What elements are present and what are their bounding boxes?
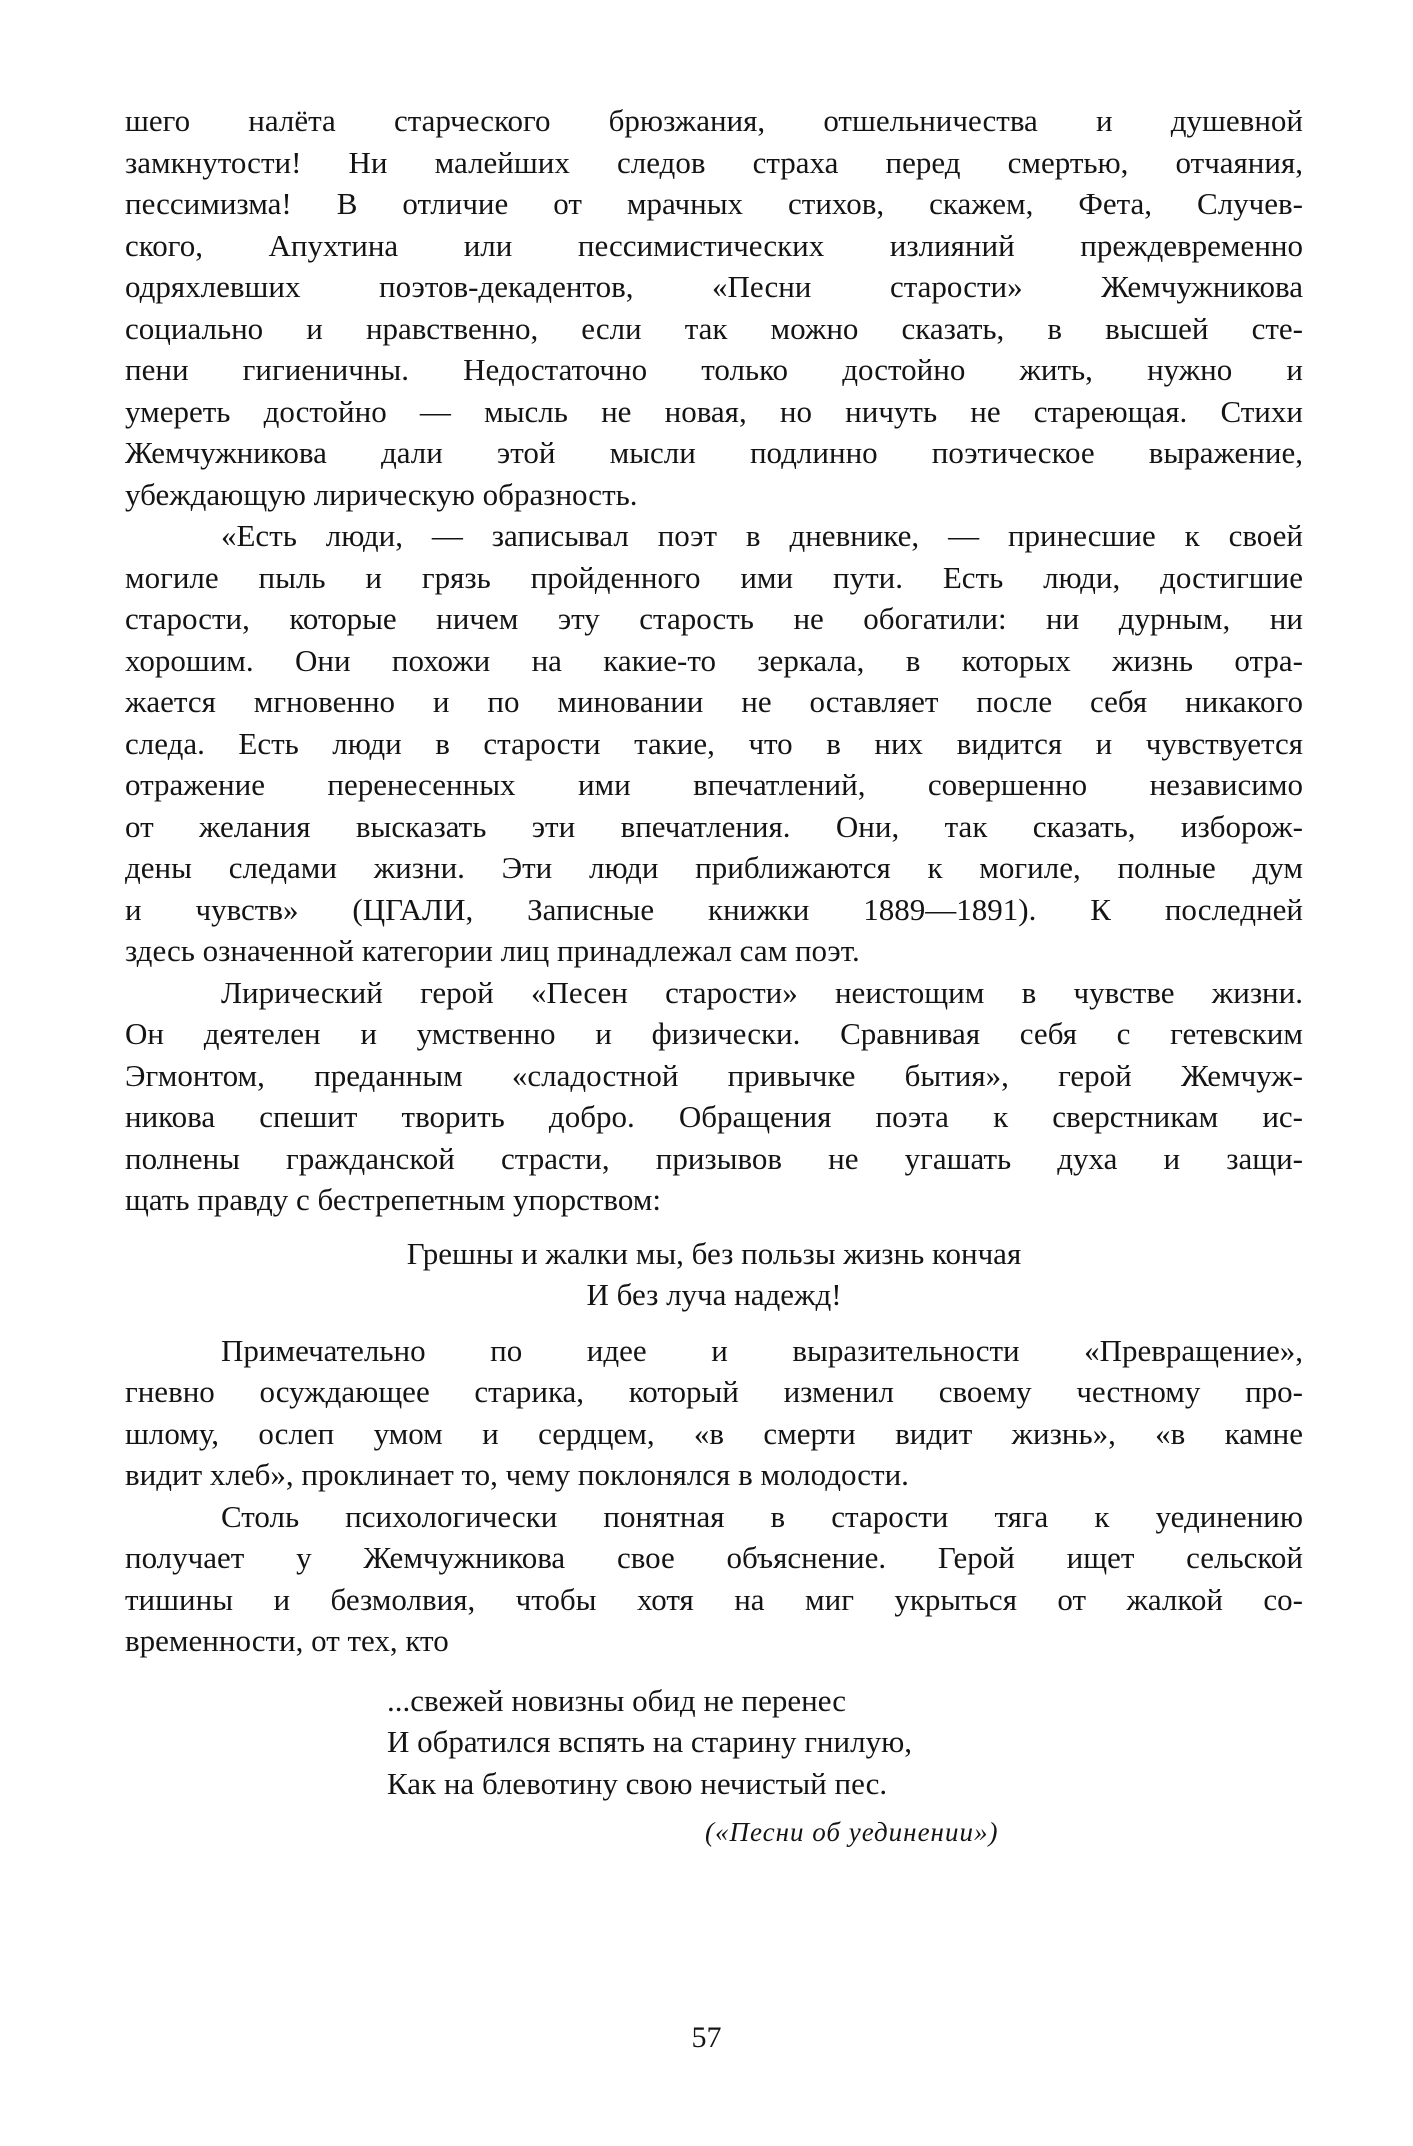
- page-body: [125, 100, 1303, 1854]
- text-line: могиле пыль и грязь пройденного ими пути. Есть люди, достигшие: [125, 559, 1303, 595]
- text-line: Примечательно по идее и выразительности «Превращение»,: [221, 1332, 1303, 1368]
- text-line: убеждающую лирическую образность.: [125, 476, 638, 512]
- text-line: пессимизма! В отличие от мрачных стихов, скажем, Фета, Случев-: [125, 186, 1303, 221]
- text-line: здесь означенной категории лиц принадлежал сам поэт.: [125, 933, 860, 968]
- paragraph-2: [125, 515, 1303, 972]
- verse-line: ...свежей новизны обид не перенес: [387, 1682, 847, 1718]
- verse-line: Грешны и жалки мы, без пользы жизнь кончая: [406, 1235, 1022, 1271]
- verse-source: («Песни об уединении»): [705, 1817, 999, 1847]
- text-line: пени гигиеничны. Недостаточно только достойно жить, нужно и: [125, 352, 1303, 387]
- text-line: полнены гражданской страсти, призывов не угашать духа и защи-: [125, 1140, 1303, 1176]
- text-line: Он деятелен и умственно и физически. Сравнивая себя с гетевским: [125, 1016, 1303, 1051]
- text-line: умереть достойно — мысль не новая, но ничуть не стареющая. Стихи: [125, 393, 1303, 429]
- text-line: видит хлеб», проклинает то, чему поклонялся в молодости.: [125, 1457, 909, 1492]
- text-line: следа. Есть люди в старости такие, что в них видится и чувствуется: [125, 725, 1303, 761]
- verse-quote-2: [125, 1680, 1303, 1854]
- text-line: хорошим. Они похожи на какие-то зеркала, в которых жизнь отра-: [125, 642, 1303, 678]
- verse-line: И обратился вспять на старину гнилую,: [387, 1724, 912, 1759]
- text-line: Столь психологически понятная в старости тяга к уединению: [221, 1498, 1303, 1534]
- text-line: щать правду с бестрепетным упорством:: [125, 1182, 661, 1217]
- text-line: «Есть люди, — записывал поэт в дневнике, — принесшие к своей: [221, 518, 1303, 553]
- paragraph-3: [125, 972, 1303, 1221]
- text-line: получает у Жемчужникова свое объяснение. Герой ищет сельской: [125, 1540, 1303, 1575]
- text-line: одряхлевших поэтов-декадентов, «Песни старости» Жемчужникова: [125, 269, 1303, 304]
- text-line: жается мгновенно и по миновании не оставляет после себя никакого: [125, 684, 1303, 719]
- text-line: Эгмонтом, преданным «сладостной привычке бытия», герой Жемчуж-: [125, 1057, 1303, 1093]
- text-line: Лирический герой «Песен старости» неистощим в чувстве жизни.: [221, 974, 1303, 1010]
- text-line: социально и нравственно, если так можно сказать, в высшей сте-: [125, 310, 1303, 346]
- page-number: 57: [691, 2021, 722, 2054]
- text-line: тишины и безмолвия, чтобы хотя на миг укрыться от жалкой со-: [125, 1581, 1303, 1617]
- paragraph-5: [125, 1496, 1303, 1662]
- verse-line: Как на блевотину свою нечистый пес.: [387, 1765, 888, 1801]
- text-line: от желания высказать эти впечатления. Они, так сказать, изборож-: [125, 808, 1303, 844]
- text-line: временности, от тех, кто: [125, 1623, 449, 1658]
- paragraph-1: [125, 100, 1303, 515]
- text-line: ского, Апухтина или пессимистических излияний преждевременно: [125, 227, 1303, 263]
- text-line: дены следами жизни. Эти люди приближаются к могиле, полные дум: [125, 850, 1303, 885]
- verse-quote-1: [125, 1233, 1303, 1316]
- text-line: и чувств» (ЦГАЛИ, Записные книжки 1889—1891). К последней: [125, 891, 1303, 927]
- text-line: шего налёта старческого брюзжания, отшельничества и душевной: [125, 103, 1303, 138]
- paragraph-4: [125, 1330, 1303, 1496]
- text-line: старости, которые ничем эту старость не обогатили: ни дурным, ни: [125, 601, 1303, 636]
- text-line: никова спешит творить добро. Обращения поэта к сверстникам ис-: [125, 1099, 1303, 1134]
- text-line: отражение перенесенных ими впечатлений, совершенно независимо: [125, 767, 1303, 802]
- text-line: Жемчужникова дали этой мысли подлинно поэтическое выражение,: [125, 435, 1303, 470]
- text-line: шлому, ослеп умом и сердцем, «в смерти видит жизнь», «в камне: [125, 1415, 1303, 1451]
- text-line: замкнутости! Ни малейших следов страха перед смертью, отчаяния,: [125, 144, 1303, 180]
- verse-line: И без луча надежд!: [586, 1277, 842, 1312]
- text-line: гневно осуждающее старика, который изменил своему честному про-: [125, 1374, 1303, 1409]
